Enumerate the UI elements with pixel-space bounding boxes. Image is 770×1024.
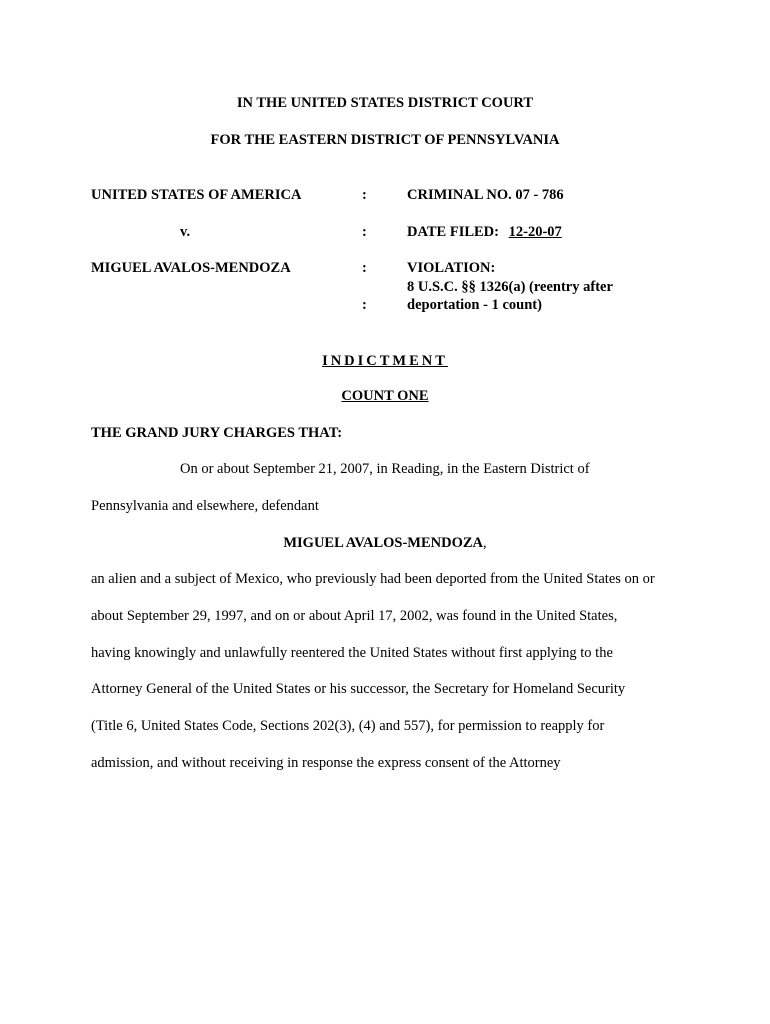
body-line: admission, and without receiving in response the express consent of the Attorney (91, 755, 561, 771)
defendant-name-line (0, 536, 770, 551)
caption-plaintiff: UNITED STATES OF AMERICA (91, 187, 302, 203)
caption-separator: : (362, 260, 367, 276)
count-heading: COUNT ONE (341, 388, 429, 404)
violation-statute: 8 U.S.C. §§ 1326(a) (reentry after (407, 279, 613, 295)
violation-label: VIOLATION: (407, 260, 496, 276)
caption-separator: : (362, 224, 367, 240)
body-line: (Title 6, United States Code, Sections 202(3), (4) and 557), for permission to reapply for (91, 718, 605, 734)
indictment-title: INDICTMENT (322, 353, 448, 369)
date-filed (407, 225, 617, 240)
court-district: FOR THE EASTERN DISTRICT OF PENNSYLVANIA (210, 132, 560, 148)
body-line: Attorney General of the United States or his successor, the Secretary for Homeland Security (91, 681, 626, 697)
body-line: On or about September 21, 2007, in Reading, in the Eastern District of (180, 461, 590, 477)
date-filed-value: 12-20-07 (508, 224, 562, 240)
court-name: IN THE UNITED STATES DISTRICT COURT (236, 95, 534, 111)
date-filed-label: DATE FILED: (407, 224, 499, 240)
caption-separator: : (362, 297, 367, 313)
caption-versus: v. (180, 224, 191, 240)
body-line: about September 29, 1997, and on or about April 17, 2002, was found in the United States, (91, 608, 618, 624)
body-line: an alien and a subject of Mexico, who previously had been deported from the United States on or (91, 571, 655, 587)
caption-separator: : (362, 187, 367, 203)
criminal-number: CRIMINAL NO. 07 - 786 (407, 187, 564, 203)
defendant-name: MIGUEL AVALOS-MENDOZA (283, 535, 484, 551)
defendant-name-punct: , (483, 535, 487, 551)
caption-defendant: MIGUEL AVALOS-MENDOZA (91, 260, 291, 276)
violation-description: deportation - 1 count) (407, 297, 542, 313)
body-line: Pennsylvania and elsewhere, defendant (91, 498, 319, 514)
charges-heading: THE GRAND JURY CHARGES THAT: (91, 425, 343, 441)
body-line: having knowingly and unlawfully reentered the United States without first applying to the (91, 645, 613, 661)
